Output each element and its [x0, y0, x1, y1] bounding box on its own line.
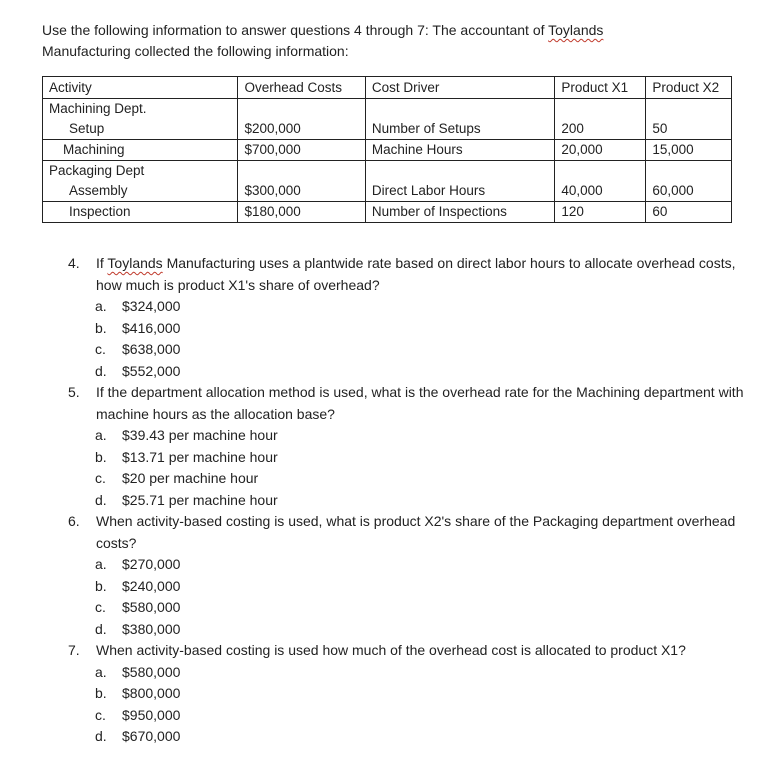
- question-number: 4.: [68, 255, 80, 271]
- x1-cell: 40,000: [555, 181, 646, 202]
- x1-cell: 20,000: [555, 140, 646, 161]
- option-letter: b.: [95, 577, 107, 594]
- group-name: Machining Dept.: [43, 99, 238, 120]
- option-text: $580,000: [122, 663, 181, 680]
- driver-cell: Number of Inspections: [365, 202, 555, 223]
- answer-option: [95, 490, 748, 512]
- intro-text: Use the following information to answer questions 4 through 7: The accountant of: [42, 22, 549, 38]
- group-row: [43, 161, 732, 182]
- option-text: $240,000: [122, 577, 181, 594]
- activity-cell: Assembly: [43, 181, 238, 202]
- header-overhead-costs: Overhead Costs: [238, 77, 365, 99]
- option-letter: d.: [95, 491, 107, 508]
- x1-cell: 120: [555, 202, 646, 223]
- option-letter: d.: [95, 728, 107, 744]
- answer-option: [95, 597, 748, 619]
- cost-cell: $200,000: [238, 119, 365, 140]
- option-letter: a.: [95, 298, 107, 314]
- company-name: Toylands: [548, 22, 604, 38]
- question-7: [68, 640, 748, 662]
- answer-option: [95, 576, 748, 598]
- answer-option: [95, 683, 748, 705]
- option-text: $800,000: [122, 685, 181, 701]
- option-letter: c.: [95, 706, 106, 723]
- table-header-row: [43, 77, 732, 99]
- company-name: Toylands: [107, 255, 163, 271]
- question-text: When activity-based costing is used, what is product X2's share of the Packaging department overhead costs?: [96, 513, 736, 551]
- option-letter: d.: [95, 362, 107, 379]
- activity-cell: Inspection: [43, 202, 238, 223]
- question-number: 6.: [68, 513, 80, 529]
- header-cost-driver: Cost Driver: [365, 77, 555, 99]
- group-row: [43, 99, 732, 120]
- option-text: $25.71 per machine hour: [122, 491, 278, 508]
- option-letter: a.: [95, 663, 107, 680]
- answer-option: [95, 361, 748, 383]
- option-letter: c.: [95, 599, 106, 615]
- driver-cell: Machine Hours: [365, 140, 555, 161]
- option-letter: c.: [95, 470, 106, 486]
- answer-option: [95, 468, 748, 490]
- table-row: [43, 119, 732, 140]
- x1-cell: 200: [555, 119, 646, 140]
- option-letter: a.: [95, 556, 107, 572]
- option-text: $580,000: [122, 599, 181, 615]
- table-row: [43, 202, 732, 223]
- question-list: [68, 253, 748, 748]
- answer-option: [95, 339, 748, 361]
- question-6: [68, 511, 748, 554]
- cost-cell: $180,000: [238, 202, 365, 223]
- cost-cell: $700,000: [238, 140, 365, 161]
- answer-option: [95, 425, 748, 447]
- option-letter: d.: [95, 620, 107, 637]
- table-row: [43, 181, 732, 202]
- question-5: [68, 382, 748, 425]
- answer-options: [95, 554, 748, 640]
- question-text: If the department allocation method is used, what is the overhead rate for the Machining department with machine hours as the allocation base?: [96, 384, 744, 422]
- option-text: $20 per machine hour: [122, 470, 259, 486]
- group-name: Packaging Dept: [43, 161, 238, 182]
- activity-cell: Setup: [43, 119, 238, 140]
- option-text: $638,000: [122, 341, 181, 357]
- option-letter: b.: [95, 448, 107, 465]
- intro-text-line2: Manufacturing collected the following information:: [42, 43, 349, 59]
- answer-option: [95, 705, 748, 727]
- option-letter: c.: [95, 341, 106, 357]
- answer-option: [95, 662, 748, 684]
- option-text: $39.43 per machine hour: [122, 427, 278, 443]
- x2-cell: 60: [646, 202, 732, 223]
- option-letter: b.: [95, 685, 107, 701]
- question-4: [68, 253, 748, 296]
- table-row: [43, 140, 732, 161]
- question-number: 5.: [68, 384, 80, 400]
- answer-option: [95, 726, 748, 748]
- answer-option: [95, 619, 748, 641]
- option-text: $950,000: [122, 706, 181, 723]
- option-text: $270,000: [122, 556, 181, 572]
- x2-cell: 15,000: [646, 140, 732, 161]
- activity-cell: Machining: [43, 140, 238, 161]
- answer-option: [95, 554, 748, 576]
- option-letter: b.: [95, 319, 107, 336]
- answer-option: [95, 296, 748, 318]
- x2-cell: 60,000: [646, 181, 732, 202]
- cost-cell: $300,000: [238, 181, 365, 202]
- question-text: Manufacturing uses a plantwide rate based on direct labor hours to allocate overhead costs, how much is product X1's share of overhead?: [96, 255, 736, 293]
- option-text: $416,000: [122, 319, 181, 336]
- x2-cell: 50: [646, 119, 732, 140]
- header-product-x1: Product X1: [555, 77, 646, 99]
- option-text: $552,000: [122, 362, 181, 379]
- driver-cell: Direct Labor Hours: [365, 181, 555, 202]
- header-activity: Activity: [43, 77, 238, 99]
- option-text: $670,000: [122, 728, 181, 744]
- option-text: $13.71 per machine hour: [122, 448, 278, 465]
- question-number: 7.: [68, 642, 80, 658]
- option-text: $380,000: [122, 620, 181, 637]
- question-text-pre: If: [96, 255, 108, 271]
- option-text: $324,000: [122, 298, 181, 314]
- driver-cell: Number of Setups: [365, 119, 555, 140]
- option-letter: a.: [95, 427, 107, 443]
- activity-cost-table: [42, 76, 732, 223]
- answer-options: [95, 296, 748, 382]
- header-product-x2: Product X2: [646, 77, 732, 99]
- answer-options: [95, 425, 748, 511]
- answer-options: [95, 662, 748, 748]
- answer-option: [95, 447, 748, 469]
- question-text: When activity-based costing is used how much of the overhead cost is allocated to product X1?: [96, 642, 686, 658]
- answer-option: [95, 318, 748, 340]
- intro-paragraph: [42, 20, 742, 62]
